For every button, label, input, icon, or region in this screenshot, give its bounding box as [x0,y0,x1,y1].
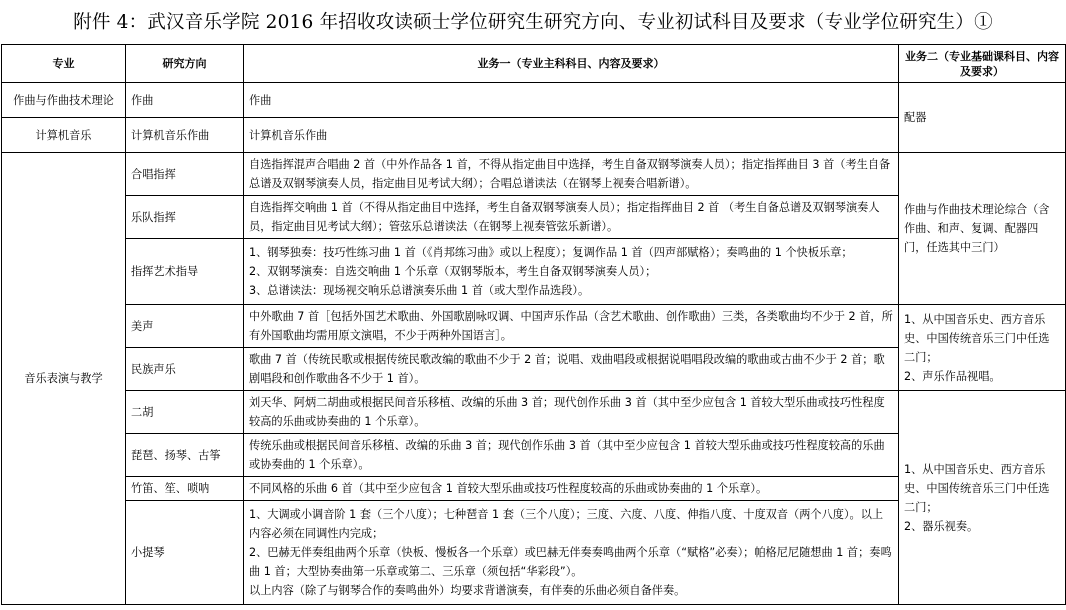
direction-cell: 竹笛、笙、唢呐 [126,477,244,501]
header-direction: 研究方向 [126,45,244,83]
direction-cell: 二胡 [126,391,244,434]
direction-cell: 美声 [126,305,244,348]
header-subject2: 业务二（专业基础课科目、内容及要求） [899,45,1066,83]
subject1-cell: 中外歌曲 7 首［包括外国艺术歌曲、外国歌剧咏叹调、中国声乐作品（含艺术歌曲、创作歌曲）三类，各类歌曲均不少于 2 首，所有外国歌曲均需用原文演唱，不少于两种外国语言］。 [244,305,899,348]
subject2-line: 1、从中国音乐史、西方音乐史、中国传统音乐三门中任选二门； [904,462,1050,514]
table-row [2,83,1066,118]
subject1-line: 3、总谱读法：现场视交响乐总谱演奏乐曲 1 首（或大型作品选段）。 [249,284,590,297]
subject1-line: 2、双钢琴演奏：自选交响曲 1 个乐章（双钢琴版本，考生自备双钢琴演奏人员）； [249,265,657,278]
subject2-line: 1、从中国音乐史、西方音乐史、中国传统音乐三门中任选二门； [904,312,1050,364]
subject2-cell [899,305,1066,391]
subject1-cell: 计算机音乐作曲 [244,118,899,153]
subject2-line: 2、器乐视奏。 [904,519,979,533]
direction-cell: 指挥艺术指导 [126,239,244,305]
subject2-line: 2、声乐作品视唱。 [904,369,1001,383]
page-title: 附件 4：武汉音乐学院 2016 年招收攻读硕士学位研究生研究方向、专业初试科目及要求（专业学位研究生）① [73,12,993,33]
direction-cell: 合唱指挥 [126,153,244,196]
subject1-cell: 刘天华、阿炳二胡曲或根据民间音乐移植、改编的乐曲 3 首；现代创作乐曲 3 首（其中至少应包含 1 首较大型乐曲或技巧性程度较高的乐曲或协奏曲的 1 个乐章）。 [244,391,899,434]
subject1-line: 以上内容（除了与钢琴合作的奏鸣曲外）均要求背谱演奏，有伴奏的乐曲必须自备伴奏。 [249,584,686,597]
direction-cell: 小提琴 [126,501,244,605]
subject1-cell: 自选指挥交响曲 1 首（不得从指定曲目中选择，考生自备双钢琴演奏人员）；指定指挥曲目 2 首 （考生自备总谱及双钢琴演奏人员，指定曲目见考试大纲）；管弦乐总谱读法（在钢琴上视奏管弦乐新谱）。 [244,196,899,239]
subject1-line: 1、钢琴独奏：技巧性练习曲 1 首（《肖邦练习曲》或以上程度）；复调作品 1 首（四声部赋格）；奏鸣曲的 1 个快板乐章； [249,246,853,259]
subject1-cell: 作曲 [244,83,899,118]
major-cell: 作曲与作曲技术理论 [2,83,126,118]
subject1-cell: 歌曲 7 首（传统民歌或根据传统民歌改编的歌曲不少于 2 首；说唱、戏曲唱段或根据说唱唱段改编的歌曲或古曲不少于 2 首；歌剧唱段和创作歌曲各不少于 1 首）。 [244,348,899,391]
table-row [2,153,1066,196]
major-cell: 计算机音乐 [2,118,126,153]
subject1-cell: 传统乐曲或根据民间音乐移植、改编的乐曲 3 首；现代创作乐曲 3 首（其中至少应包含 1 首较大型乐曲或技巧性程度较高的乐曲或协奏曲的 1 个乐章）。 [244,434,899,477]
subject1-cell: 不同风格的乐曲 6 首（其中至少应包含 1 首较大型乐曲或技巧性程度较高的乐曲或协奏曲的 1 个乐章）。 [244,477,899,501]
direction-cell: 作曲 [126,83,244,118]
direction-cell: 计算机音乐作曲 [126,118,244,153]
table-row [2,305,1066,348]
requirements-table [1,44,1066,605]
direction-cell: 民族声乐 [126,348,244,391]
table-row [2,391,1066,434]
subject2-cell [899,391,1066,605]
subject1-cell [244,239,899,305]
table-header-row [2,45,1066,83]
subject1-cell: 自选指挥混声合唱曲 2 首（中外作品各 1 首，不得从指定曲目中选择，考生自备双钢琴演奏人员）；指定指挥曲目 3 首（考生自备总谱及双钢琴演奏人员，指定曲目见考试大纲）；合唱总谱读法（在钢琴上视奏合唱新谱）。 [244,153,899,196]
direction-cell: 乐队指挥 [126,196,244,239]
subject1-line: 2、巴赫无伴奏组曲两个乐章（快板、慢板各一个乐章）或巴赫无伴奏奏鸣曲两个乐章（“赋格”必奏）；帕格尼尼随想曲 1 首；奏鸣曲 1 首；大型协奏曲第一乐章或第二、三乐章（须包括“华彩段”）。 [249,546,892,578]
major-cell: 音乐表演与教学 [2,153,126,605]
direction-cell: 琵琶、扬琴、古筝 [126,434,244,477]
subject1-cell [244,501,899,605]
header-major: 专业 [2,45,126,83]
subject1-line: 1、大调或小调音阶 1 套（三个八度）；七种琶音 1 套（三个八度）；三度、六度、八度、伸指八度、十度双音（两个八度）。以上内容必须在同调性内完成； [249,508,884,540]
subject2-cell: 配器 [899,83,1066,153]
subject2-cell: 作曲与作曲技术理论综合（含作曲、和声、复调、配器四门，任选其中三门） [899,153,1066,305]
header-subject1: 业务一（专业主科科目、内容及要求） [244,45,899,83]
